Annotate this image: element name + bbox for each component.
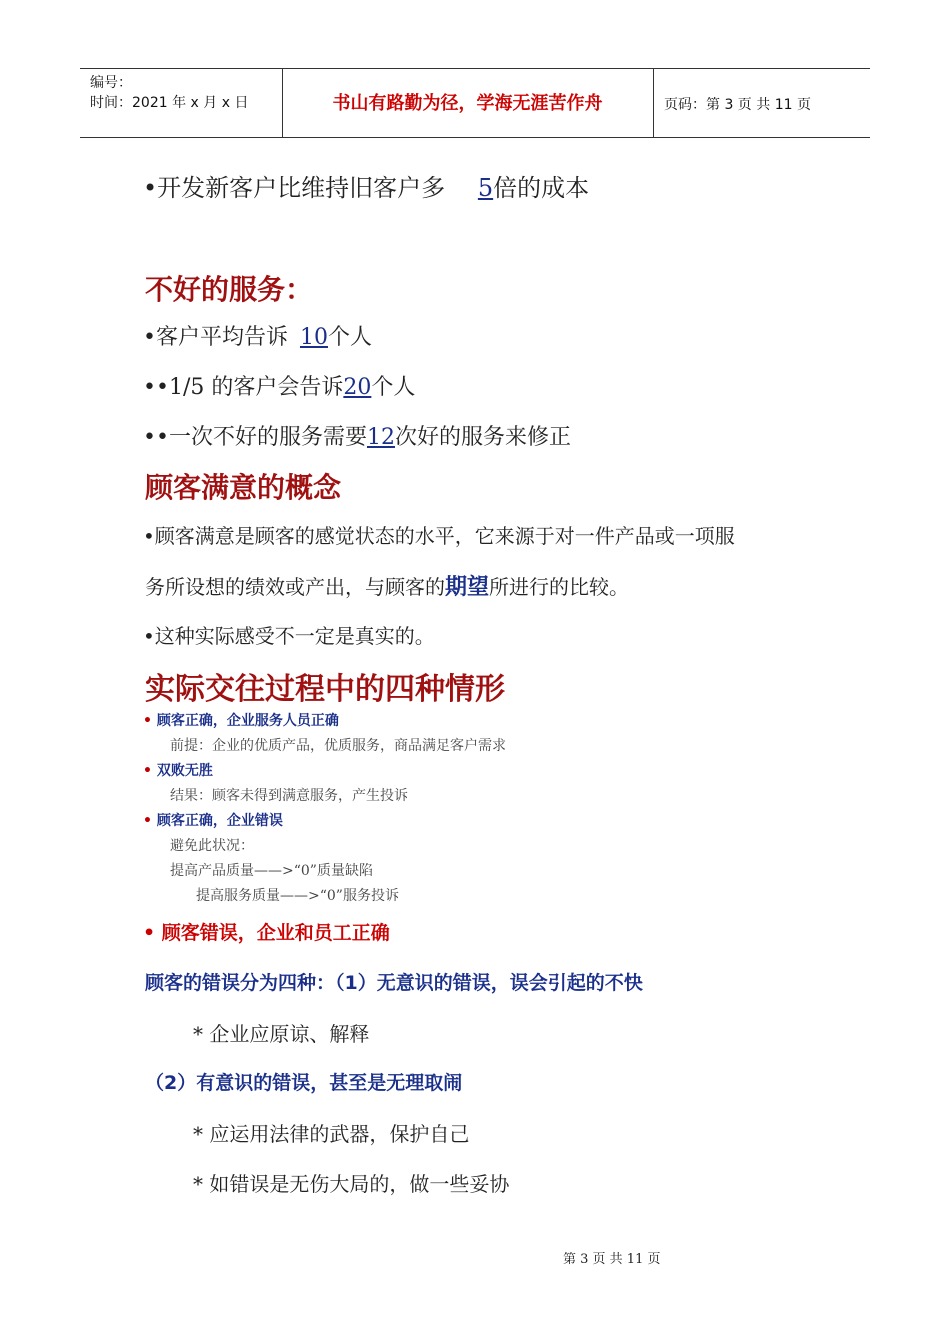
header-meta bbox=[90, 73, 248, 113]
header-page-info: 页码：第 3 页 共 11 页 bbox=[664, 97, 811, 113]
item-text: 个人 bbox=[371, 375, 416, 400]
intro-line bbox=[143, 168, 589, 203]
case-note: 提高服务质量——>“0”服务投诉 bbox=[196, 888, 399, 904]
header-motto: 书山有路勤为径，学海无涯苦作舟 bbox=[332, 93, 603, 114]
line-text: 所进行的比较。 bbox=[489, 575, 630, 599]
case-note: 前提：企业的优质产品，优质服务，商品满足客户需求 bbox=[170, 738, 506, 754]
intro-prefix: •开发新客户比维持旧客户多 bbox=[143, 174, 446, 202]
case-title-highlight: • 顾客错误，企业和员工正确 bbox=[143, 922, 390, 944]
header-time: 时间：2021 年 x 月 x 日 bbox=[90, 95, 249, 111]
case-title-text: 双败无胜 bbox=[156, 763, 213, 779]
bullet: • bbox=[143, 763, 152, 779]
bad-service-item bbox=[143, 370, 415, 401]
item-text: ••一次不好的服务需要 bbox=[143, 425, 367, 450]
errors-point: * 如错误是无伤大局的，做一些妥协 bbox=[193, 1172, 510, 1196]
errors-point: * 应运用法律的武器，保护自己 bbox=[193, 1122, 470, 1146]
bullet: • bbox=[143, 713, 152, 729]
satisfaction-line: •这种实际感受不一定是真实的。 bbox=[143, 624, 435, 648]
case-note: 避免此状况： bbox=[170, 838, 254, 854]
four-cases-heading: 实际交往过程中的四种情形 bbox=[145, 672, 505, 707]
item-value: 10 bbox=[299, 325, 328, 350]
bad-service-heading: 不好的服务： bbox=[145, 273, 314, 306]
expectation-emphasis: 期望 bbox=[445, 574, 490, 600]
case-title bbox=[143, 810, 283, 830]
case-note: 结果：顾客未得到满意服务，产生投诉 bbox=[170, 788, 408, 804]
intro-value: 5 bbox=[477, 174, 494, 202]
case-note: 提高产品质量——>“0”质量缺陷 bbox=[170, 863, 373, 879]
line-text: 务所设想的绩效或产出，与顾客的 bbox=[145, 575, 445, 599]
item-value: 20 bbox=[343, 375, 372, 400]
case-title-text: 顾客正确，企业服务人员正确 bbox=[156, 713, 339, 729]
errors-type: （2）有意识的错误，甚至是无理取闹 bbox=[145, 1072, 463, 1094]
item-text: 次好的服务来修正 bbox=[394, 425, 571, 450]
satisfaction-line: •顾客满意是顾客的感觉状态的水平，它来源于对一件产品或一项服 bbox=[143, 524, 735, 548]
errors-intro: 顾客的错误分为四种：（1）无意识的错误，误会引起的不快 bbox=[145, 972, 643, 994]
item-value: 12 bbox=[366, 425, 395, 450]
item-text: ••1/5 的客户会告诉 bbox=[143, 375, 344, 400]
satisfaction-heading: 顾客满意的概念 bbox=[145, 471, 342, 504]
case-title bbox=[143, 760, 213, 780]
page-header bbox=[80, 68, 870, 138]
page-footer: 第 3 页 共 11 页 bbox=[563, 1252, 661, 1267]
intro-suffix: 倍的成本 bbox=[493, 174, 590, 202]
bullet: • bbox=[143, 813, 152, 829]
case-title bbox=[143, 710, 339, 730]
item-text: 个人 bbox=[327, 325, 372, 350]
bad-service-item bbox=[143, 420, 571, 451]
satisfaction-line bbox=[145, 570, 629, 601]
bad-service-item bbox=[143, 320, 372, 351]
errors-point: * 企业应原谅、解释 bbox=[193, 1022, 370, 1046]
case-title-text: 顾客正确，企业错误 bbox=[156, 813, 283, 829]
item-text: •客户平均告诉 bbox=[143, 325, 288, 350]
header-divider bbox=[653, 69, 654, 137]
header-number: 编号： bbox=[90, 75, 132, 91]
